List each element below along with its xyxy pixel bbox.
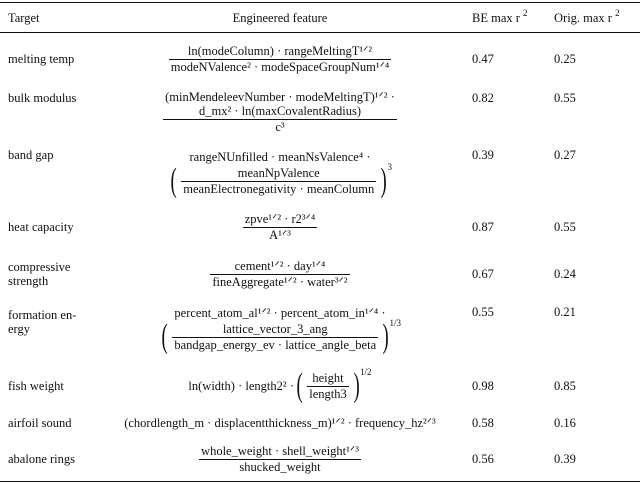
row-be: 0.39 [472, 147, 494, 162]
fraction: $\frac{\text{ln(modeColumn) · rangeMeltingT¹ᐟ²}}{\text{modeNValence² · modeSpaceGroupNum¹ᐟ⁴}}$ [170, 44, 390, 74]
row-be: 0.58 [472, 415, 494, 430]
row-feature [100, 253, 460, 295]
row-orig: 0.25 [554, 51, 576, 66]
row-feature: percent_atom_al¹ᐟ² · percent_atom_in¹ᐟ⁴ · ( $\frac{\text{lattice\_vector\_3\_ang}}{\text{bandgap\_energy\_ev · lattice\_angle\_beta}}$ ) 1/3 [161, 305, 401, 356]
row-target: heat capacity [8, 219, 74, 234]
fraction: $\frac{\text{whole\_weight · shell\_weight¹ᐟ³}}{\text{shucked\_weight}}$ [201, 444, 359, 474]
row-target: airfoil sound [8, 415, 72, 430]
row-orig: 0.55 [554, 219, 576, 234]
row-orig: 0.24 [554, 266, 576, 281]
row-be: 0.67 [472, 266, 494, 281]
row-target: fish weight [8, 378, 64, 393]
row-target: abalone rings [8, 451, 75, 466]
header-orig: Orig. max r 2 [554, 7, 620, 25]
header-target: Target [8, 10, 40, 25]
row-target: formation en- ergy [8, 307, 77, 336]
row-orig: 0.27 [554, 147, 576, 162]
row-feature [100, 86, 460, 138]
header-rule [0, 32, 640, 33]
row-be: 0.55 [472, 304, 494, 319]
row-orig: 0.16 [554, 415, 576, 430]
row-orig: 0.55 [554, 90, 576, 105]
header-be: BE max r 2 [472, 7, 528, 25]
row-target: bulk modulus [8, 90, 77, 105]
top-rule [0, 2, 640, 3]
row-target: melting temp [8, 51, 75, 66]
row-feature: (chordlength_m · displacentthickness_m)¹ᐟ² · frequency_hz²ᐟ³ [124, 415, 436, 430]
row-target: band gap [8, 147, 54, 162]
row-orig: 0.85 [554, 378, 576, 393]
row-be: 0.82 [472, 90, 494, 105]
row-target: compressive strength [8, 259, 71, 288]
fraction: (minMendeleevNumber · modeMeltingT)¹ᐟ² · d_mx² · ln(maxCovalentRadius) c³ [165, 89, 395, 134]
row-orig: 0.21 [554, 304, 576, 319]
bottom-rule [0, 481, 640, 482]
row-be: 0.47 [472, 51, 494, 66]
row-feature [100, 208, 460, 246]
row-feature: rangeNUnfilled · meanNsValence⁴ · ( $\frac{\text{meanNpValence}}{\text{meanElectronegativity · meanColumn}}$ ) 3 [170, 149, 393, 200]
row-be: 0.98 [472, 378, 494, 393]
row-be: 0.87 [472, 219, 494, 234]
fraction: $\frac{\text{zpve¹ᐟ² · r2³ᐟ⁴}}{\text{A¹ᐟ³}}$ [244, 212, 316, 242]
fraction: $\frac{\text{cement¹ᐟ² · day¹ᐟ⁴}}{\text{fineAggregate¹ᐟ² · water³ᐟ²}}$ [212, 259, 348, 289]
header-feature: Engineered feature [232, 10, 328, 25]
row-feature: ln(width) · length2² · ( $\frac{\text{height}}{\text{length3}}$ ) 1/2 [188, 366, 372, 404]
row-orig: 0.39 [554, 451, 576, 466]
row-feature [100, 440, 460, 478]
row-be: 0.56 [472, 451, 494, 466]
row-feature [100, 40, 460, 78]
